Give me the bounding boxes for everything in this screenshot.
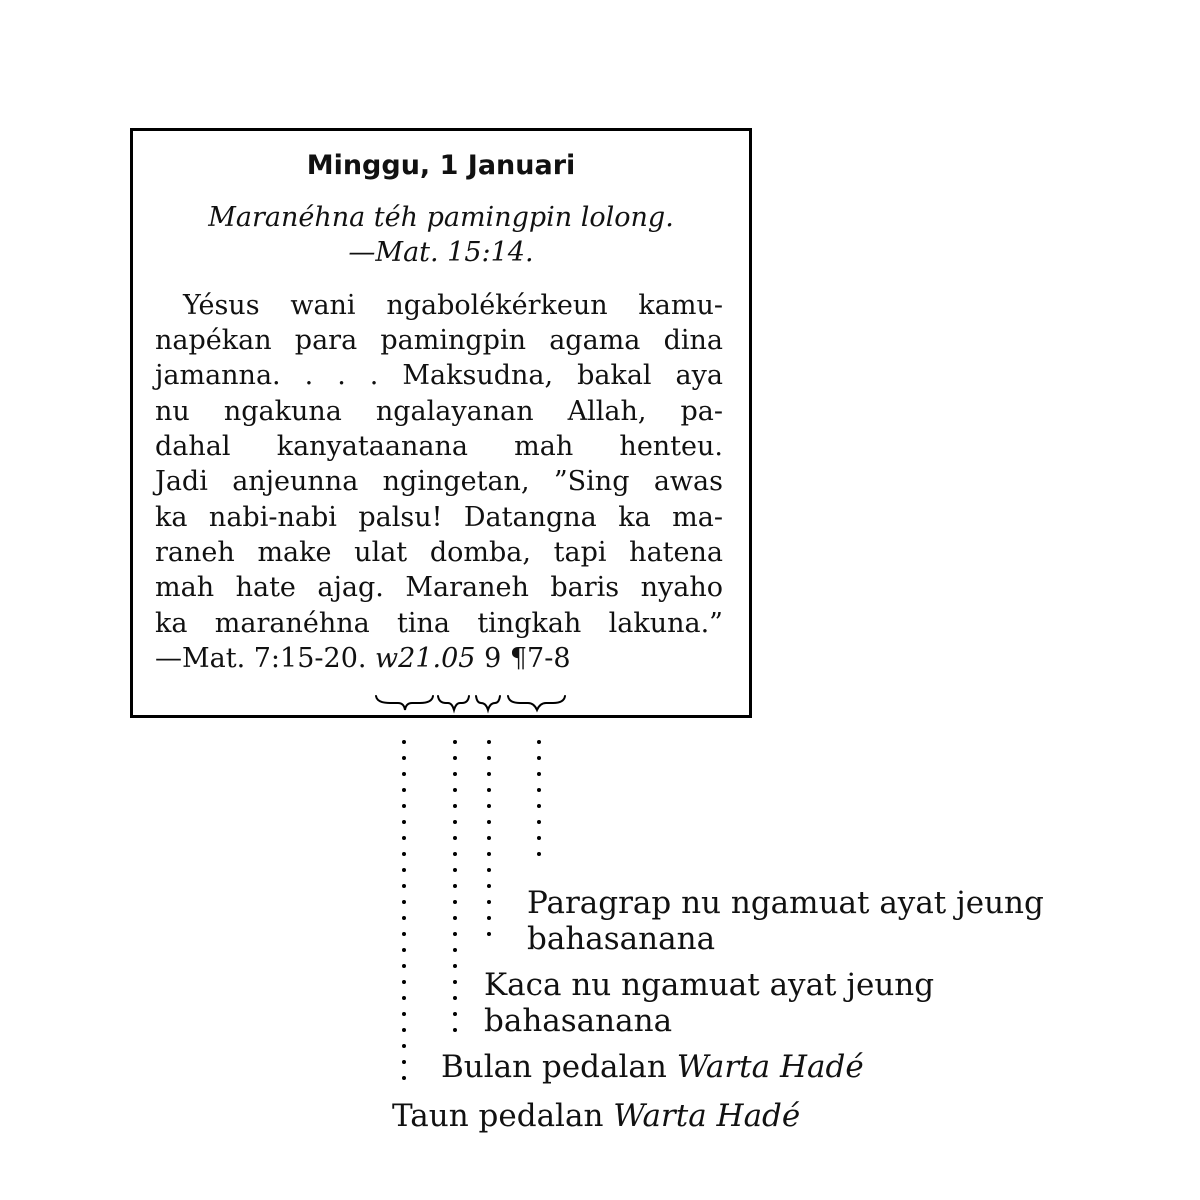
year-brace	[376, 696, 433, 710]
year-annotation-title: Warta Hadé	[613, 1098, 801, 1134]
paragraph-brace	[508, 696, 565, 710]
body-line: ka nabi-nabi palsu! Datangna ka ma-	[155, 502, 723, 533]
body-line: raneh make ulat domba, tapi hatena	[155, 537, 723, 568]
body-line: Yésus wani ngabolékérkeun kamu-	[183, 290, 723, 321]
paragraph-annotation-label	[527, 885, 1044, 957]
paragraph-annotation-line1: Paragrap nu ngamuat ayat jeung	[527, 885, 1044, 921]
body-line: jamanna. . . . Maksudna, bakal aya	[155, 360, 723, 391]
body-line: Jadi anjeunna ngingetan, ”Sing awas	[155, 466, 723, 497]
month-annotation-text: Bulan pedalan	[441, 1049, 667, 1085]
body-line: ka maranéhna tina tingkah lakuna.”	[155, 608, 723, 639]
date-heading: Minggu, 1 Januari	[306, 150, 576, 181]
page-number: 9	[484, 643, 502, 674]
month-annotation-label	[441, 1049, 864, 1085]
page-annotation-line1: Kaca nu ngamuat ayat jeung	[484, 967, 935, 1003]
theme-scripture-reference: —Mat. 15:14.	[348, 237, 534, 268]
month-annotation-title: Warta Hadé	[676, 1049, 864, 1085]
paragraph-number: ¶7-8	[509, 643, 571, 674]
scripture-citation: —Mat. 7:15-20.	[155, 643, 367, 674]
year-annotation-text: Taun pedalan	[392, 1098, 604, 1134]
year-annotation-label	[392, 1098, 800, 1134]
body-line: nu ngakuna ngalayanan Allah, pa-	[155, 396, 723, 427]
paragraph-annotation-line2: bahasanana	[527, 921, 716, 957]
page-annotation-label	[484, 967, 934, 1039]
publication-year-code: w21	[375, 643, 433, 674]
publication-month-code: .05	[432, 643, 476, 674]
body-line: napékan para pamingpin agama dina	[155, 325, 723, 356]
body-line: mah hate ajag. Maraneh baris nyaho	[155, 572, 723, 603]
theme-scripture-text: Maranéhna téh pamingpin lolong.	[208, 202, 674, 233]
page-brace	[476, 696, 500, 710]
body-line: dahal kanyataanana mah henteu.	[155, 431, 723, 462]
month-brace	[438, 696, 469, 710]
page-annotation-line2: bahasanana	[484, 1003, 673, 1039]
